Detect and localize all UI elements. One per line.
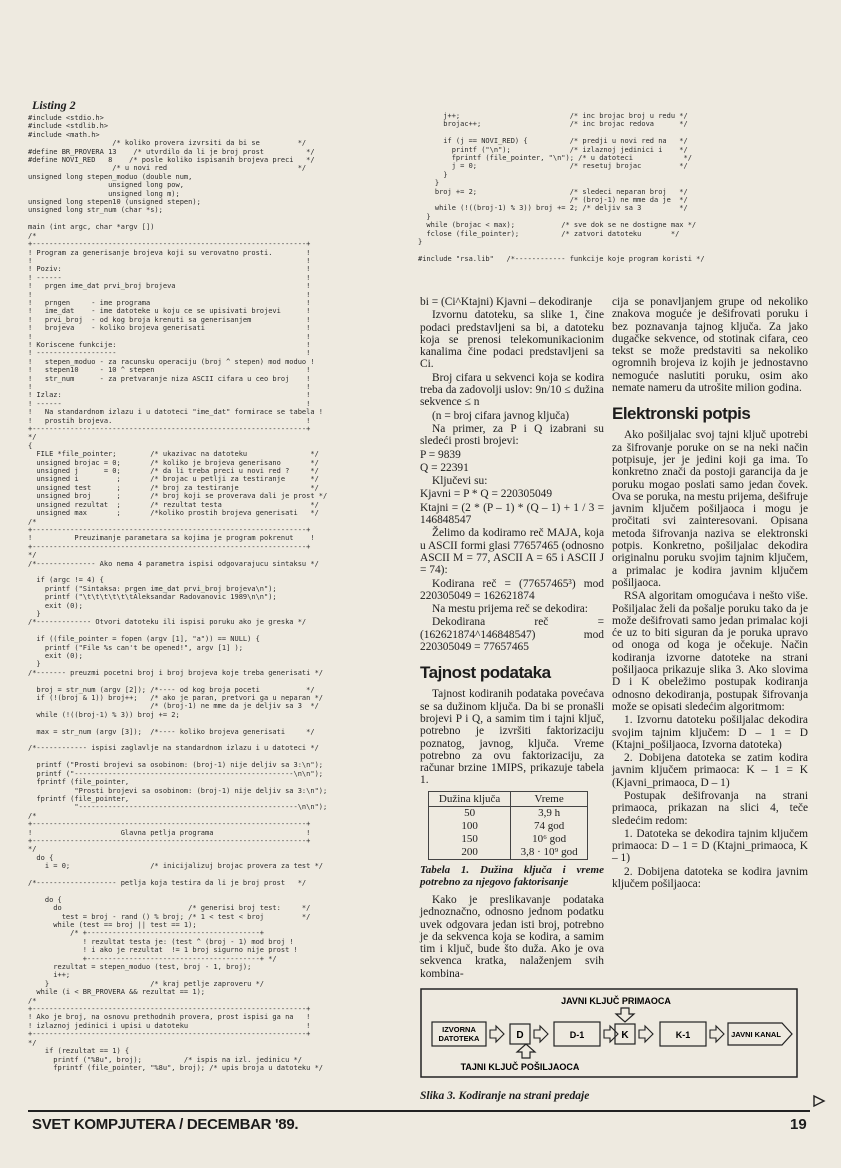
code-line: /* (broj-1) ne mme da je deljiv sa 3 */ [28, 702, 319, 711]
code-line: unsigned max ; /*koliko prostih brojeva generisati */ [28, 509, 319, 518]
paragraph: Dekodirana reč = (162621874^146848547) mod 220305049 = 77657465 [420, 616, 604, 654]
continue-arrow-icon [812, 1094, 826, 1108]
figure-caption: Slika 3. Kodiranje na strani predaje [420, 1090, 590, 1102]
code-line: +-----------------------------------------------------------------+ [28, 425, 311, 434]
code-line: j = 0; /* resetuj brojac */ [418, 162, 688, 171]
decode-box-label: D [516, 1030, 524, 1041]
code-line: /* [28, 996, 37, 1005]
code-line: /*------------ ispisi zaglavlje na standardnom izlazu i u datoteci */ [28, 744, 319, 753]
code-listing-right-text [418, 112, 810, 263]
code-line: ! ! [28, 290, 311, 299]
paragraph: Postupak dešifrovanja na strani primaoca, prikazan na slici 4, teče sledećim redom: [612, 789, 808, 827]
code-line: while (!((broj-1) % 3)) broj += 2; [28, 710, 180, 719]
code-line: ! Izlaz: ! [28, 391, 311, 400]
public-channel-label: JAVNI KANAL [731, 1030, 781, 1039]
code-line: unsigned long stepen_moduo (double num, [28, 172, 193, 181]
table-header: Dužina ključa [429, 791, 511, 806]
code-line: ! str_num - za pretvaranje niza ASCII cifara u ceo broj ! [28, 374, 311, 383]
code-line: if (!(broj & 1)) broj++; /* ako je paran, pretvori ga u neparan */ [28, 694, 324, 703]
code-line: "----------------------------------------------------\n\n"); [28, 803, 328, 812]
code-listing-right [418, 112, 810, 277]
code-line: /*------------------- petlja koja testira da li je broj prost */ [28, 878, 307, 887]
article-column-right [612, 296, 808, 891]
code-line: ! brojeva - koliko brojeva generisati ! [28, 324, 311, 333]
paragraph: 1. Izvornu datoteku pošiljalac dekodira svojim tajnim ključem: D – 1 = D (Ktajni_pošiljaoca, Izvorna datoteka) [612, 714, 808, 751]
code-line: main (int argc, char *argv []) [28, 223, 155, 232]
paragraph: Ako pošiljalac svoj tajni ključ upotrebi za šifrovanje poruke on se na neki način potpisuje, jer je jedini koji ga ima. To konkretno znači da postoji garancija da je poruku mogao poslati samo jedan čovek. Ova se poruka, na mestu prijema, dešifruje javnim ključem pošiljaoca i mogu je pročitati svi zainteresovani. Opisana metoda šifrovanja naziva se elektronski potpis. Konkretno, pošiljalac dekodira originalnu poruku svojim tajnim ključem, a primalac je kodira javnim ključem pošiljaoca. [612, 429, 808, 589]
code-line: printf ("----------------------------------------------------\n\n"); [28, 769, 324, 778]
code-line [28, 627, 400, 635]
code-line: if (j == NOVI_RED) { /* predji u novi red na */ [418, 137, 688, 146]
code-line: ! Poziv: ! [28, 265, 311, 274]
code-line: ! ------ ! [28, 273, 311, 282]
code-line: /* koliko provera izvrsiti da bi se */ [28, 139, 307, 148]
d1-file-label: D-1 [569, 1030, 585, 1040]
listing-2-left-column [28, 98, 400, 1138]
code-line: fclose (file_pointer); /* zatvori datoteku */ [418, 229, 680, 238]
code-line: unsigned j = 0; /* da li treba preci u novi red ? */ [28, 467, 319, 476]
table-header: Vreme [511, 791, 588, 806]
paragraph: RSA algoritam omogućava i nešto više. Pošiljalac želi da pošalje poruku tako da je može dešifrovati samo jedan primalac koji će uz to biti siguran da je poruka upravo od onoga od koga je očekuje. Način kodiranja izvorne datoteke na strani pošiljaoca prikazuje slika 3. Ako slovima D i K obeležimo postupak kodiranja odnosno dekodiranja, postupak šifrovanja može se opisati sledećim algoritmom: [612, 590, 808, 713]
code-line: rezultat = stepen_moduo (test, broj - 1, broj); [28, 963, 252, 972]
code-line: unsigned long stepen10 (unsigned stepen); [28, 198, 201, 207]
code-line: brojac++; /* inc brojac redova */ [418, 120, 688, 129]
code-line: #include <stdlib.h> [28, 122, 109, 131]
code-line: ! Preuzimanje parametara sa kojima je program pokrenut ! [28, 534, 315, 543]
right-arrow-icon [534, 1026, 548, 1042]
code-line: ! i ako je rezultat != 1 broj sigurno nije prost ! [28, 946, 298, 955]
code-line: ! ! [28, 332, 311, 341]
code-line: } [418, 238, 423, 247]
code-line [28, 215, 400, 223]
table-row [429, 846, 588, 860]
paragraph: 1. Datoteka se dekodira tajnim ključem primaoca: D – 1 = D (Ktajni_primaoca, K – 1) [612, 827, 808, 865]
formula-decoding: bi = (Ci^Ktajni) Kjavni – dekodiranje [420, 296, 593, 308]
code-line: */ [28, 551, 37, 560]
code-line: ! izlaznoj jedinici i upisi u datoteku ! [28, 1021, 311, 1030]
table-row [429, 806, 588, 820]
code-line: /* [28, 517, 37, 526]
code-line: i = 0; /* inicijalizuj brojac provera za test */ [28, 862, 324, 871]
code-line: +-----------------------------------------------------------------+ [28, 1030, 311, 1039]
code-line: /*------------- Otvori datoteku ili ispisi poruku ako je greska */ [28, 618, 307, 627]
table-row [429, 820, 588, 833]
code-line: unsigned long str_num (char *s); [28, 206, 163, 215]
code-line: #define BR_PROVERA 13 /* utvrdilo da li je broj prost */ [28, 147, 315, 156]
code-line: #define NOVI_RED 8 /* posle koliko ispisanih brojeva preci */ [28, 156, 315, 165]
code-line: ! ime_dat - ime datoteke u koju ce se upisivati brojevi ! [28, 307, 311, 316]
code-line: */ [28, 1038, 37, 1047]
code-line: } [28, 609, 41, 618]
code-line: if (rezultat == 1) { [28, 1047, 130, 1056]
table-cell: 3,9 h [511, 806, 588, 820]
code-line: j++; /* inc brojac broj u redu */ [418, 112, 688, 120]
code-line [28, 753, 400, 761]
code-line: fprintf (file_pointer, "\n"); /* u datoteci */ [418, 154, 692, 163]
code-line: } [418, 170, 448, 179]
code-line: /* [28, 811, 37, 820]
code-line: } /* kraj petlje zaproveru */ [28, 979, 265, 988]
code-line: +-----------------------------------------------------------------+ [28, 525, 311, 534]
code-line [28, 568, 400, 576]
secret-key-sender-label: TAJNI KLJUČ POŠILJAOCA [460, 1062, 580, 1072]
code-line: exit (0); [28, 652, 83, 660]
source-file-label-line1: IZVORNA [442, 1025, 476, 1034]
code-line: +-----------------------------------------------------------------+ [28, 1005, 311, 1014]
code-line: /*-------------- Ako nema 4 parametra ispisi odgovarajucu sintaksu */ [28, 559, 319, 568]
code-line: ! Koriscene funkcije: ! [28, 340, 311, 349]
paragraph: Izvornu datoteku, sa slike 1, čine podaci predstavljeni sa bi, a datoteku koja se prenosi telekomunikacionim kanalima čine podaci predstavljeni sa Ci. [420, 309, 604, 371]
code-line: +-----------------------------------------+ */ [28, 954, 277, 963]
code-line: while (brojac < max); /* sve dok se ne dostigne max */ [418, 221, 697, 230]
code-line: ! prvi_broj - od kog broja krenuti sa generisanjem ! [28, 315, 311, 324]
code-line: unsigned brojac = 0; /* koliko je brojeva generisano */ [28, 458, 319, 467]
code-line: #include <math.h> [28, 130, 100, 139]
code-line: /* +-----------------------------------------+ [28, 929, 265, 938]
code-line: unsigned broj ; /* broj koji se proverava dali je prost */ [28, 492, 328, 501]
table-cell: 3,8 · 10⁹ god [511, 846, 588, 860]
code-line: } [418, 179, 440, 188]
table-caption: Tabela 1. Dužina ključa i vreme potrebno za njegovo faktorisanje [420, 863, 604, 888]
code-line: i++; [28, 971, 71, 980]
code-line: */ [28, 433, 37, 442]
paragraph: 2. Dobijena datoteka se zatim kodira javnim ključem primaoca: K – 1 = K (Kjavni_primaoca, D – 1) [612, 752, 808, 789]
code-line: } [418, 212, 431, 221]
code-line: ! prostih brojeva. ! [28, 416, 311, 425]
code-line: fprintf (file_pointer, "%8u", broj); /* upis broja u datoteku */ [28, 1063, 324, 1072]
code-line: ! stepen10 - 10 ^ stepen ! [28, 366, 311, 375]
code-line: /* (broj-1) ne mme da je */ [418, 196, 688, 205]
page-number: 19 [790, 1116, 807, 1133]
table-cell: 100 [429, 820, 511, 833]
code-line: while (!((broj-1) % 3)) broj += 2; /* deljiv sa 3 */ [418, 204, 688, 213]
code-line: ! prngen - ime programa ! [28, 298, 311, 307]
code-line: broj += 2; /* sledeci neparan broj */ [418, 187, 688, 196]
table-cell: 50 [429, 806, 511, 820]
code-line: printf ("\t\t\t\t\t\tAleksandar Radovanovic 1989\n\n"); [28, 593, 277, 602]
code-line: FILE *file_pointer; /* ukazivac na datoteku */ [28, 450, 319, 459]
paragraph: Na primer, za P i Q izabrani su sledeći prosti brojevi: [420, 422, 604, 448]
code-line: #include <stdio.h> [28, 114, 104, 122]
code-line [28, 677, 400, 685]
code-line: ! Ako je broj, na osnovu prethodnih provera, prost ispisi ga na ! [28, 1013, 311, 1022]
table-cell: 10⁶ god [511, 833, 588, 846]
code-line: unsigned long pow, [28, 181, 184, 190]
right-arrow-icon [604, 1026, 618, 1042]
code-line: +-----------------------------------------------------------------+ [28, 542, 311, 551]
paragraph: Ključevi su: [432, 475, 488, 488]
code-line: } [28, 660, 41, 669]
right-arrow-icon [710, 1026, 724, 1042]
code-line [28, 887, 400, 895]
code-line: "Prosti brojevi sa osobinom: (broj-1) nije deljiv sa 3:\n"); [28, 786, 328, 795]
code-line: ! Na standardnom izlazu i u datoteci "ime_dat" formirace se tabela ! [28, 408, 324, 417]
code-line: test = broj - rand () % broj; /* 1 < test < broj */ [28, 912, 311, 921]
paragraph: Na mestu prijema reč se dekodira: [432, 603, 588, 616]
code-line: ! rezultat testa je: (test ^ (broj - 1) mod broj ! [28, 937, 294, 946]
paragraph: Tajnost kodiranih podataka povećava se sa dužinom ključa. Da bi se pronašli brojevi P i Q, a samim tim i tajni ključ, potrebno je izvršiti faktorizaciju poznatog, javnog, ključa. Vreme potrebno za ovu faktorizaciju, za računar brzine 1MIPS, prikazuje tabela 1. [420, 688, 604, 787]
code-line: unsigned long m); [28, 189, 180, 198]
article-column-middle [420, 296, 604, 980]
code-line: +-----------------------------------------------------------------+ [28, 240, 311, 249]
paragraph: Kodirana reč = (77657465³) mod 220305049 = 162621874 [420, 577, 604, 602]
code-line: #include "rsa.lib" /*------------ funkcije koje program koristi */ [418, 254, 705, 263]
code-line: do { [28, 895, 62, 904]
paragraph: 2. Dobijena datoteka se kodira javnim ključem pošiljaoca: [612, 865, 808, 891]
k1-file-label: K-1 [675, 1030, 691, 1040]
code-line: /*------- preuzmi pocetni broj i broj brojeva koje treba generisati */ [28, 668, 324, 677]
code-line: fprintf (file_pointer, [28, 778, 130, 787]
code-line: do { [28, 853, 54, 862]
code-line [418, 247, 810, 255]
code-line: printf ("Prosti brojevi sa osobinom: (broj-1) nije deljiv sa 3:\n"); [28, 761, 324, 770]
paragraph: Broj cifara u sekvenci koja se kodira treba da zadovolji uslov: 9n/10 ≤ dužina sekvence ≤ n [420, 371, 604, 409]
formula-public-key: Kjavni = P * Q = 220305049 [420, 488, 553, 501]
paragraph: (n = broj cifara javnog ključa) [432, 409, 570, 422]
code-line: printf ("Sintaksa: prgen ime_dat prvi_broj brojeva\n"); [28, 584, 277, 593]
code-line: printf ("%8u", broj); /* ispis na izl. jedinicu */ [28, 1055, 302, 1064]
code-line: do /* generisi broj test: */ [28, 904, 311, 913]
right-arrow-icon [639, 1026, 653, 1042]
key-length-table [428, 791, 588, 860]
heading-signature: Elektronski potpis [612, 404, 751, 424]
code-line: while (test == broj || test == 1); [28, 921, 197, 929]
code-line: unsigned test ; /* broj za testiranje */ [28, 483, 319, 492]
code-line: max = str_num (argv [3]); /*---- koliko brojeva generisati */ [28, 727, 315, 736]
code-line: ! ! [28, 383, 311, 391]
encoding-diagram [420, 988, 798, 1078]
code-line [28, 871, 400, 879]
footer-divider [28, 1110, 810, 1112]
code-line [418, 129, 810, 137]
code-line: printf ("File %s can't be opened!", argv [1] ); [28, 643, 243, 652]
code-line: while (i < BR_PROVERA && rezultat == 1); [28, 988, 206, 997]
source-file-label-line2: DATOTEKA [438, 1034, 480, 1043]
code-line: ! stepen_moduo - za racunsku operaciju (broj ^ stepen) mod moduo ! [28, 357, 315, 366]
paragraph: cija se ponavljanjem grupe od nekoliko znakova moguće je dešifrovati poruku i bez poznavanja tajnog ključa. Za jako dugačke sekvence, od stotinak cifara, ceo tekst se može predstaviti sa nekoliko ogromnih brojeva iz kojih je jednostavno nemoguće naslutiti poruku, osim ako nemate nameru da utrošite milion godina. [612, 296, 808, 395]
footer-magazine-title: SVET KOMPJUTERA / DECEMBAR '89. [32, 1116, 299, 1133]
code-line: ! Program za generisanje brojeva koji su verovatno prosti. ! [28, 248, 311, 257]
right-arrow-icon [490, 1026, 504, 1042]
code-line: { [28, 441, 33, 450]
encode-box-label: K [621, 1030, 629, 1041]
code-line: +-----------------------------------------------------------------+ [28, 836, 311, 845]
code-listing-left [28, 114, 400, 1072]
code-line: ! ------------------- ! [28, 349, 311, 358]
heading-secrecy: Tajnost podataka [420, 663, 551, 683]
table-cell: 74 god [511, 820, 588, 833]
code-line: ! prgen ime_dat prvi_broj brojeva ! [28, 282, 311, 291]
table-row [429, 833, 588, 846]
formula-p: P = 9839 [420, 448, 461, 461]
code-line: exit (0); [28, 601, 83, 610]
code-line: /* [28, 231, 37, 240]
code-line: ! ------ ! [28, 399, 311, 408]
code-line: if ((file_pointer = fopen (argv [1], "a")) == NULL) { [28, 635, 260, 644]
table-cell: 200 [429, 846, 511, 860]
up-arrow-icon [517, 1044, 535, 1058]
code-line: ! ! [28, 256, 311, 265]
code-line: unsigned rezultat ; /* rezultat testa */ [28, 500, 319, 509]
code-line: printf ("\n"); /* izlaznoj jedinici i */ [418, 145, 688, 154]
table-cell: 150 [429, 833, 511, 846]
code-line: ! Glavna petlja programa ! [28, 828, 311, 837]
formula-q: Q = 22391 [420, 461, 469, 474]
code-line: if (argc != 4) { [28, 576, 104, 585]
code-line: */ [28, 845, 37, 854]
down-arrow-icon [616, 1008, 634, 1022]
code-line [28, 736, 400, 744]
code-line [28, 719, 400, 727]
code-line: fprintf (file_pointer, [28, 794, 130, 803]
listing-title: Listing 2 [32, 98, 76, 112]
code-line: /* u novi red */ [28, 164, 307, 173]
paragraph: Kako je preslikavanje podataka jednoznačno, odnosno jednom podatku uvek odgovara jedan isti broj, potrebno je da sekvenca koja se kodira, a samim tim i ključ, bude što duža. Ako je ova sekvenca kratka, nalaženjem svih kombina- [420, 893, 604, 980]
public-key-receiver-label: JAVNI KLJUČ PRIMAOCA [561, 996, 671, 1006]
code-line: broj = str_num (argv [2]); /*---- od kog broja poceti */ [28, 685, 315, 694]
formula-secret-key: Ktajni = (2 * (P – 1) * (Q – 1) + 1 / 3 = 146848547 [420, 501, 604, 527]
code-line: +-----------------------------------------------------------------+ [28, 820, 311, 829]
code-line: unsigned i ; /* brojac u petlji za testiranje */ [28, 475, 319, 484]
paragraph: Želimo da kodiramo reč MAJA, koja u ASCII formi glasi 77657465 (odnosno ASCII M = 77, ASCII A = 65 i ASCII J = 74): [420, 527, 604, 577]
